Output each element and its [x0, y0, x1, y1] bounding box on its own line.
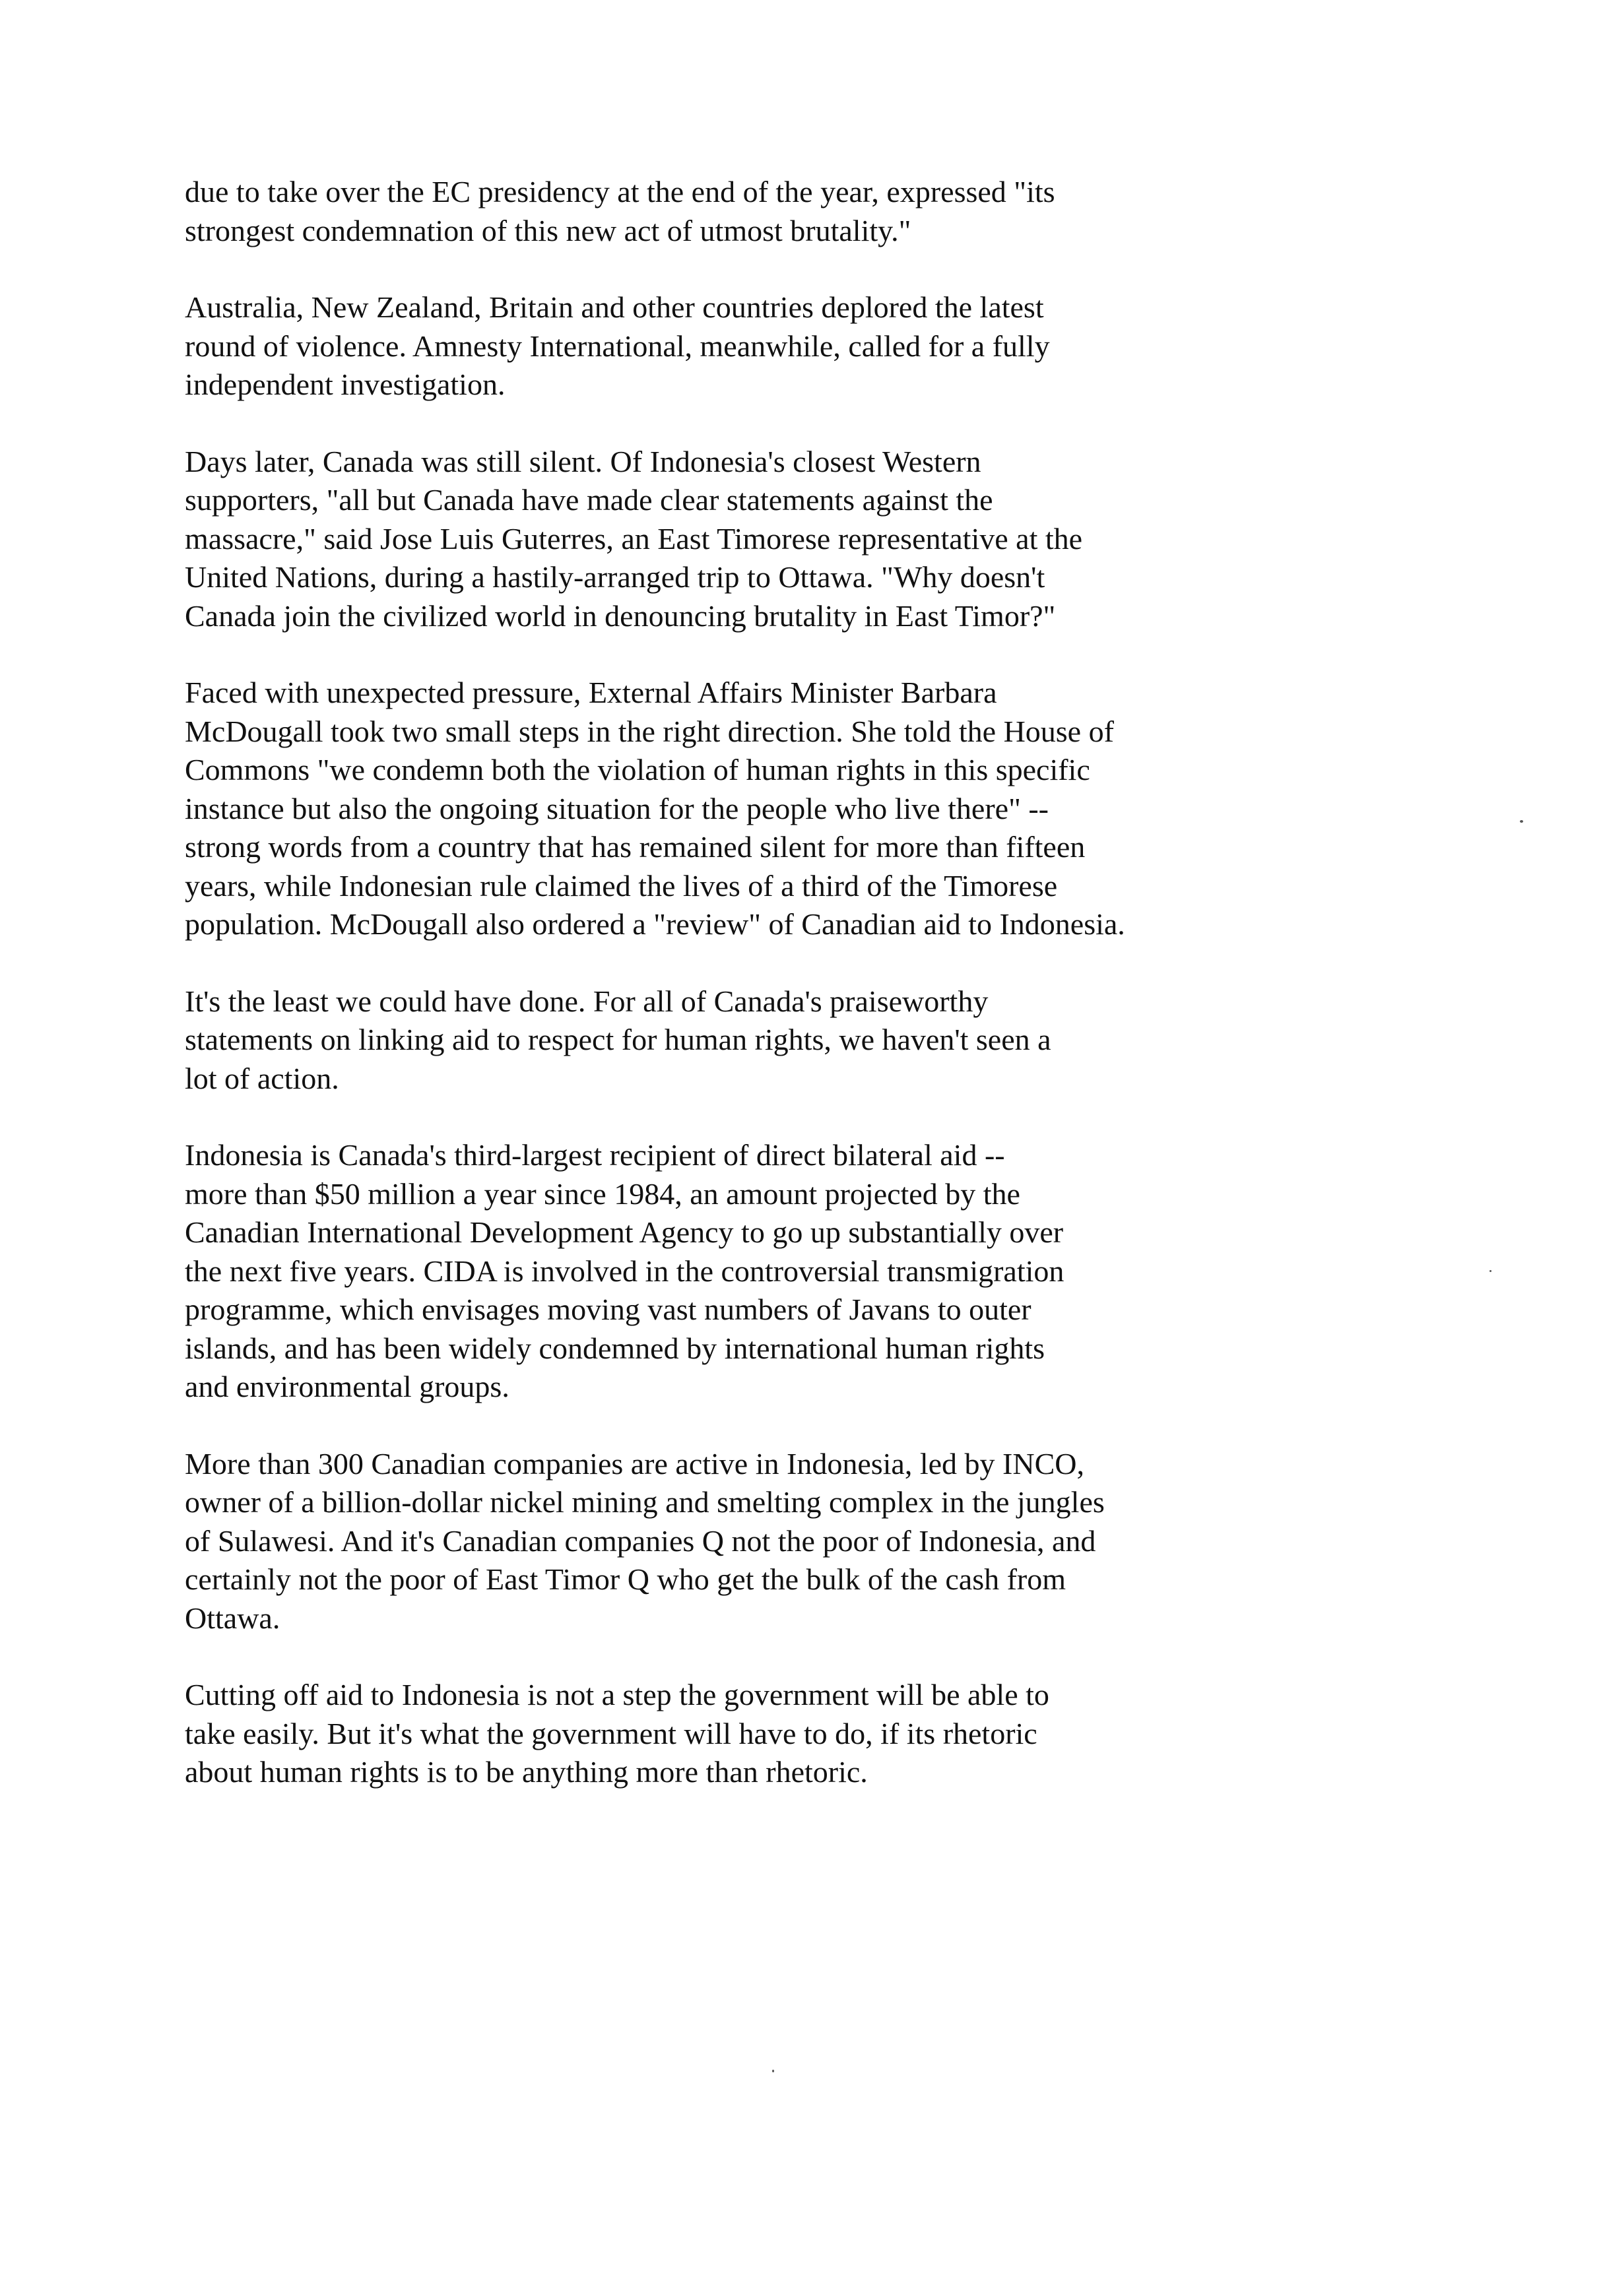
text-line: supporters, "all but Canada have made clear statements against the [185, 483, 993, 517]
text-line: more than $50 million a year since 1984, an amount projected by the [185, 1176, 1020, 1211]
text-line: Canada join the civilized world in denouncing brutality in East Timor?" [185, 598, 1056, 633]
text-line: statements on linking aid to respect for human rights, we haven't seen a [185, 1023, 1051, 1056]
paragraph-bilateral-aid [185, 1136, 1439, 1407]
text-line: United Nations, during a hastily-arranged trip to Ottawa. "Why doesn't [185, 560, 1045, 594]
paragraph-ec-presidency [185, 173, 1439, 250]
text-line: independent investigation. [185, 367, 506, 401]
text-line: population. McDougall also ordered a "review" of Canadian aid to Indonesia. [185, 907, 1125, 941]
text-line: It's the least we could have done. For all of Canada's praiseworthy [185, 984, 989, 1018]
scan-speck [1490, 1270, 1491, 1272]
paragraph-canada-silent [185, 443, 1439, 636]
scan-speck [1520, 820, 1523, 823]
text-line: take easily. But it's what the government will have to do, if its rhetoric [185, 1716, 1037, 1750]
text-line: strong words from a country that has remained silent for more than fifteen [185, 830, 1086, 864]
text-line: and environmental groups. [185, 1370, 509, 1403]
text-line: lot of action. [185, 1061, 339, 1095]
text-line: Faced with unexpected pressure, External Affairs Minister Barbara [185, 676, 997, 709]
text-line: Cutting off aid to Indonesia is not a step the government will be able to [185, 1678, 1049, 1711]
text-line: Ottawa. [185, 1601, 280, 1635]
text-line: Australia, New Zealand, Britain and other countries deplored the latest [185, 290, 1044, 324]
text-line: massacre," said Jose Luis Guterres, an East Timorese representative at the [185, 521, 1083, 556]
text-line: the next five years. CIDA is involved in the controversial transmigration [185, 1254, 1065, 1288]
text-line: instance but also the ongoing situation for the people who live there" -- [185, 791, 1049, 825]
text-line: of Sulawesi. And it's Canadian companies Q not the poor of Indonesia, and [185, 1523, 1096, 1558]
scan-speck [772, 2070, 774, 2072]
text-line: islands, and has been widely condemned by international human rights [185, 1331, 1045, 1365]
text-line: McDougall took two small steps in the right direction. She told the House of [185, 714, 1114, 748]
text-line: More than 300 Canadian companies are active in Indonesia, led by INCO, [185, 1446, 1084, 1481]
text-line: due to take over the EC presidency at the end of the year, expressed "its [185, 175, 1055, 208]
paragraph-least-we-could-do [185, 982, 1439, 1099]
text-line: round of violence. Amnesty International, meanwhile, called for a fully [185, 329, 1050, 363]
text-line: programme, which envisages moving vast numbers of Javans to outer [185, 1292, 1032, 1326]
paragraph-cutting-off-aid [185, 1676, 1439, 1792]
text-line: certainly not the poor of East Timor Q who get the bulk of the cash from [185, 1562, 1066, 1596]
text-line: Canadian International Development Agency to go up substantially over [185, 1215, 1064, 1249]
text-line: owner of a billion-dollar nickel mining and smelting complex in the jungles [185, 1485, 1105, 1519]
text-line: Days later, Canada was still silent. Of Indonesia's closest Western [185, 444, 981, 478]
text-line: Indonesia is Canada's third-largest recipient of direct bilateral aid -- [185, 1138, 1005, 1172]
text-line: Commons "we condemn both the violation of human rights in this specific [185, 753, 1090, 786]
text-line: strongest condemnation of this new act of utmost brutality." [185, 213, 911, 247]
paragraph-mcdougall [185, 674, 1439, 944]
text-line: years, while Indonesian rule claimed the lives of a third of the Timorese [185, 868, 1058, 903]
paragraph-countries-deplored [185, 288, 1439, 404]
paragraph-canadian-companies [185, 1445, 1439, 1638]
text-line: about human rights is to be anything more than rhetoric. [185, 1755, 868, 1789]
article-body [185, 173, 1439, 1830]
